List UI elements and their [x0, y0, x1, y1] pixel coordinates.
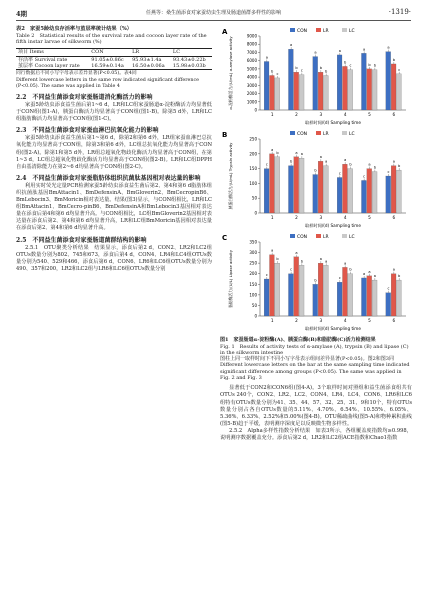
paragraph: 2.5.2 Alpha多样性指数分析结果 如表3所示，各组覆盖度指数均≥0.998，说明测序数据覆盖充分。添食后第2 d，LR2和LC2组ACE指数和Chao1指数: [220, 427, 412, 442]
right-column: [220, 26, 412, 442]
data-label: c: [387, 286, 390, 291]
bar: [318, 263, 323, 316]
data-label: c: [387, 170, 390, 175]
table-cell: 存活率 Survival rate: [18, 56, 68, 63]
table2-note-cn: 同行数据后不同小写字母表示差异显著(P<0.05)。表4同: [16, 71, 137, 77]
section-heading: 2.2 不同益生菌添食对家蚕肠道消化酶活力的影响: [16, 94, 153, 102]
data-label: a: [271, 147, 274, 152]
y-tick-label: 9000: [246, 33, 257, 39]
data-label: b: [314, 168, 317, 173]
legend-label: LC: [349, 235, 355, 241]
data-label: c: [398, 67, 401, 72]
bar: [361, 278, 366, 316]
y-tick-label: 8000: [246, 41, 257, 47]
table-cell: 91.05±0.86c: [91, 56, 124, 63]
y-tick-label: 3000: [246, 82, 257, 88]
y-tick-label: 7000: [246, 49, 257, 55]
table-row: [16, 63, 212, 70]
table-header-cell: LR: [130, 49, 171, 56]
bar: [397, 74, 402, 110]
data-label: a: [290, 43, 293, 48]
bar: [397, 280, 402, 316]
bar: [288, 274, 293, 316]
bar: [318, 72, 323, 110]
table-cell: 95.93±1.4a: [132, 56, 162, 63]
figure-1: [220, 26, 412, 335]
legend-label: CON: [297, 235, 308, 241]
legend-swatch: [290, 234, 295, 238]
bar: [313, 57, 318, 110]
table2-title-en: Table 2 Statistical results of the survival rate and cocoon layer rate of the fifth instar larvae of silkworm (%): [16, 32, 207, 45]
data-label: b: [325, 69, 328, 74]
data-label: b: [295, 66, 298, 71]
data-label: c: [276, 71, 279, 76]
data-label: b: [271, 69, 274, 74]
bar: [342, 164, 347, 213]
page-header: [16, 6, 411, 21]
y-tick-label: 5000: [246, 66, 257, 72]
bar: [361, 53, 366, 110]
legend-swatch: [342, 28, 347, 32]
data-label: a: [392, 159, 395, 164]
x-tick-label: 5: [368, 318, 371, 324]
panel-label: B: [222, 131, 228, 140]
bar: [269, 75, 274, 110]
data-label: b: [398, 274, 401, 279]
data-label: a: [368, 162, 371, 167]
x-tick-label: 4: [343, 215, 347, 221]
data-label: a: [387, 45, 390, 50]
data-label: c: [338, 276, 341, 281]
data-label: b: [290, 159, 293, 164]
data-label: a: [325, 259, 328, 264]
y-axis-label: 脂肪酶活力/(U/L) Lipase activity: [228, 250, 233, 309]
legend-swatch: [290, 28, 295, 32]
data-label: a: [344, 158, 347, 163]
x-tick-label: 5: [368, 112, 371, 117]
bar: [324, 75, 329, 110]
x-tick-label: 4: [343, 318, 347, 324]
paragraph: 显著低于CON2和CON6组(图4-A)。3个取样时间对照组和益生菌添食组共有OTUs 240个，CON2、LR2、LC2、CON4、LR4、LC4、CON6、LR6和LC6组特有OTUs数量分别为41、35、44、57、32、25、31、9和10个，特有OTUs数量分别占各自OTUs数量的5.11%、4.70%、6.54%、10.55%、6.05%、5.36%、6.33%、2.52%和5.00%(图4-B)。OTU稀疏曲线(图5-A)和物种累积曲线(图5-B)趋于平缓，表明测序深度足以反映微生物多样性。: [220, 385, 412, 427]
y-tick-label: 350: [249, 239, 257, 245]
data-label: b: [300, 259, 303, 264]
legend-label: LC: [349, 29, 355, 34]
bar: [372, 172, 377, 213]
y-tick-label: 50: [251, 303, 257, 309]
bar: [348, 169, 353, 213]
y-tick-label: 0: [254, 313, 257, 319]
data-label: c: [290, 267, 293, 272]
x-axis-label: 取样时间/(d) Sampling time: [305, 120, 361, 125]
table-header-row: [16, 49, 212, 56]
data-label: a: [363, 47, 366, 52]
x-tick-label: 3: [319, 215, 323, 221]
data-label: a: [314, 50, 317, 55]
legend-label: LR: [323, 29, 329, 34]
bar: [275, 157, 280, 213]
bar: [264, 61, 269, 110]
data-label: b: [373, 165, 376, 170]
table2-title-cn: 表2 家蚕5龄幼虫存活率与茧层率统计结果（%）: [16, 26, 132, 32]
data-label: b: [392, 57, 395, 62]
bar: [372, 70, 377, 110]
legend-label: LR: [323, 235, 329, 241]
bar: [367, 169, 372, 213]
bar: [299, 265, 304, 316]
x-tick-label: 3: [319, 112, 323, 117]
legend-label: LC: [349, 132, 355, 138]
bar: [372, 280, 377, 316]
bar: [397, 170, 402, 213]
x-axis-label: 取样时间/(d) Sampling time: [305, 326, 361, 332]
data-label: b: [398, 164, 401, 169]
x-tick-label: 6: [392, 318, 396, 324]
bar: [337, 178, 342, 214]
bar: [337, 55, 342, 110]
table-cell: 16.50±0.06a: [130, 63, 171, 70]
legend-swatch: [316, 28, 321, 32]
legend-label: CON: [297, 29, 308, 34]
y-tick-label: 300: [249, 250, 257, 256]
y-tick-label: 50: [251, 195, 257, 201]
y-tick-label: 100: [249, 180, 257, 186]
y-axis-label: 胰蛋白酶活力/(U/mL) Trypsin activity: [228, 142, 233, 210]
bar: [386, 293, 391, 316]
data-label: c: [300, 68, 303, 73]
left-column: [16, 26, 212, 273]
section-2-4: [16, 175, 212, 233]
x-tick-label: 2: [295, 318, 298, 324]
bar-chart-b: [220, 129, 412, 229]
paragraph: 家蚕5龄幼虫添食益生菌后第1~第6 d，除第2和第6 d外，LR组家蚕血淋巴总抗氧化能力均显著高于CON组，除第3和第6 d外，LC组总抗氧化能力均显著高于CON组(图2-A)。除第1和第5 d外，LR组总超氧化物歧化酶活力均显著高于CON组，在第1~3 d，LC组总超氧化物歧化酶活力均显著高于CON组(图2-B)。LR和LC组DPPH自由基清除能力在第2~6 d均显著高于CON组(图2-C)。: [16, 135, 212, 170]
panel-label: C: [222, 234, 228, 243]
x-tick-label: 3: [319, 318, 323, 324]
data-label: a: [319, 155, 322, 160]
data-label: b: [349, 162, 352, 167]
running-title: 任燕等：桑生菌添食对家蚕幼虫生理及肠道菌群多样性的影响: [145, 10, 281, 16]
data-label: a: [295, 250, 298, 255]
legend-label: CON: [297, 132, 308, 138]
figure-1-caption: [220, 337, 412, 381]
figure-note-cn: 图柱上同一取样时间下不同小写字母表示组间差异显著(P<0.05)。图2和图3同: [220, 356, 394, 363]
data-label: b: [344, 60, 347, 65]
x-axis-label: 取样时间/(d) Sampling time: [305, 223, 361, 229]
bar: [324, 265, 329, 316]
x-tick-label: 2: [295, 112, 298, 117]
data-label: a: [368, 270, 371, 275]
issue-label: 4期: [16, 10, 28, 18]
section-2-5: [16, 237, 212, 273]
data-label: b: [368, 62, 371, 67]
bar: [288, 166, 293, 213]
data-label: c: [265, 162, 268, 167]
x-tick-label: 1: [270, 215, 274, 221]
y-tick-label: 200: [249, 151, 257, 157]
y-tick-label: 150: [249, 166, 257, 172]
bar-chart-a: [220, 26, 412, 126]
y-tick-label: 250: [249, 260, 257, 266]
data-label: a: [271, 248, 274, 253]
bar: [391, 64, 396, 110]
table-header-cell: 项目 Items: [16, 49, 89, 56]
figure-caption-en: Fig. 1 Results of activity tests of α-amylase (A), trypsin (B) and lipase (C) in the silkworm intestine: [220, 343, 409, 356]
table-row: [16, 56, 212, 63]
data-label: b: [314, 278, 317, 283]
data-label: a: [325, 159, 328, 164]
bar: [294, 72, 299, 110]
data-label: c: [363, 174, 366, 179]
data-label: a: [319, 257, 322, 262]
bar: [264, 169, 269, 213]
data-label: a: [265, 55, 268, 60]
bar: [294, 257, 299, 316]
bar: [269, 255, 274, 316]
x-tick-label: 1: [270, 318, 274, 324]
bar-chart-c: [220, 232, 412, 332]
bar: [324, 166, 329, 213]
table-cell: 93.43±0.22b: [172, 56, 206, 63]
figure-caption-cn: 图1 家蚕肠道α-淀粉酶(A)、胰蛋白酶(B)和脂肪酶(C)活力检测结果: [220, 337, 376, 344]
x-tick-label: 1: [270, 112, 274, 117]
section-heading: 2.5 不同益生菌添食对家蚕肠道菌群结构的影响: [16, 236, 147, 244]
bar: [367, 69, 372, 110]
data-label: a: [363, 272, 366, 277]
table2-note-en: Different lowercase letters in the same row indicated significant difference (P<0.05). The same was applied in Table 4: [16, 78, 199, 90]
legend-swatch: [290, 131, 295, 135]
y-tick-label: 200: [249, 271, 257, 277]
legend-swatch: [316, 234, 321, 238]
legend-swatch: [342, 234, 347, 238]
bar: [299, 75, 304, 110]
bar: [294, 157, 299, 213]
x-tick-label: 6: [392, 215, 396, 221]
section-2-3: [16, 127, 212, 170]
bar: [275, 78, 280, 110]
bar: [337, 282, 342, 316]
bar: [342, 66, 347, 110]
bar: [348, 70, 353, 110]
data-label: a: [373, 274, 376, 279]
data-label: b: [349, 267, 352, 272]
bar: [313, 284, 318, 316]
data-label: a: [344, 261, 347, 266]
table-cell: 15.98±0.03b: [171, 63, 212, 70]
bar: [275, 263, 280, 316]
data-label: c: [349, 63, 352, 68]
bar: [269, 154, 274, 213]
y-tick-label: 2000: [246, 91, 257, 97]
y-tick-label: 0: [254, 107, 257, 113]
section-heading: 2.4 不同益生菌添食对家蚕脂肪体组织抗菌肽基因相对表达量的影响: [16, 174, 201, 182]
x-tick-label: 6: [392, 112, 396, 117]
bar: [299, 158, 304, 213]
table-cell: 16.59±0.14a: [89, 63, 130, 70]
data-label: c: [265, 273, 268, 278]
section-heading: 2.3 不同益生菌添食对家蚕血淋巴抗氧化能力的影响: [16, 127, 159, 135]
data-label: a: [338, 48, 341, 53]
section-2-2: [16, 94, 212, 123]
bar: [264, 279, 269, 316]
table-header-cell: LC: [171, 49, 212, 56]
data-label: a: [300, 152, 303, 157]
y-axis-label: α-淀粉酶活力/(U/mL) α-amylase activity: [228, 36, 233, 110]
y-tick-label: 100: [249, 292, 257, 298]
data-label: c: [338, 171, 341, 176]
data-label: b: [319, 66, 322, 71]
bar: [386, 176, 391, 213]
data-label: b: [276, 257, 279, 262]
bar: [348, 274, 353, 316]
y-tick-label: 6000: [246, 58, 257, 64]
data-label: a: [392, 267, 395, 272]
table-cell: 茧层率 Cocoon layer rate: [16, 63, 89, 70]
legend-swatch: [316, 131, 321, 135]
x-tick-label: 4: [343, 112, 347, 117]
bar: [367, 276, 372, 316]
x-tick-label: 2: [295, 215, 298, 221]
data-label: a: [295, 150, 298, 155]
bar: [391, 166, 396, 213]
bar: [342, 268, 347, 317]
y-tick-label: 0: [254, 210, 257, 216]
legend-label: LR: [323, 132, 329, 138]
table-header-cell: CON: [89, 49, 130, 56]
legend-swatch: [342, 131, 347, 135]
x-tick-label: 5: [368, 215, 371, 221]
bar: [288, 49, 293, 110]
panel-label: A: [222, 28, 228, 36]
figure-note-en: Different lowercase letters on the bar at the same sampling time indicated significant difference among groups (P<0.05). The same was applied in Fig. 2 and Fig. 3: [220, 362, 410, 382]
bar: [313, 175, 318, 213]
y-tick-label: 4000: [246, 74, 257, 80]
paragraph: 2.5.1 OTU聚类分析结果 结果显示，添食后第2 d，CON2、LR2和LC2组OTUs数量分别为802、745和673，添食后第4 d，CON4、LR4和LC4组OTUs数量分别为540、529和466，添食后第6 d，CON6、LR6和LC6组OTUs数量分别为490、357和200，LR2和LC2组与LR6和LC6组OTUs数量分别: [16, 244, 212, 272]
y-tick-label: 1000: [246, 99, 257, 105]
bar: [391, 274, 396, 316]
bar: [386, 52, 391, 110]
paragraph: 利用实时荧光定量PCR检测家蚕5龄幼虫添食益生菌后第2、第4和第6 d脂肪体组织抗菌肽基因BmAttacin1、BmDefensinA、BmGloverin2、BmCecropinB6、BmLebocin3、BmMoricin相对表达量。结果(图3)显示，与CON组相比，LR和LC组BmAttacin1、BmCecro-pinB6、BmDefensinA和BmLebocin3基因相对表达量在添食后第4和第6 d均显著升高。与CON组相比，LC组BmGloverin2基因相对表达量在添食后第2、第4和第6 d均显著升高，LR和LC组BmMoricin基因相对表达量在添食后第2、第4和第6 d均显著升高。: [16, 182, 212, 232]
y-tick-label: 250: [249, 136, 257, 142]
table2: [16, 48, 212, 70]
y-tick-label: 150: [249, 281, 257, 287]
bar: [361, 181, 366, 214]
data-label: b: [276, 150, 279, 155]
bar: [318, 161, 323, 213]
data-label: b: [373, 63, 376, 68]
page-number: ·1319·: [388, 8, 411, 16]
paragraph: 家蚕5龄幼虫添食益生菌后第1~6 d，LR和LC组家蚕肠道α-淀粉酶活力均显著低于CON组(图1-A)，胰蛋白酶活力均显著高于CON组(图1-B)。除第5 d外，LR和LC组脂肪酶活力均显著高于CON组(图1-C)。: [16, 102, 212, 123]
